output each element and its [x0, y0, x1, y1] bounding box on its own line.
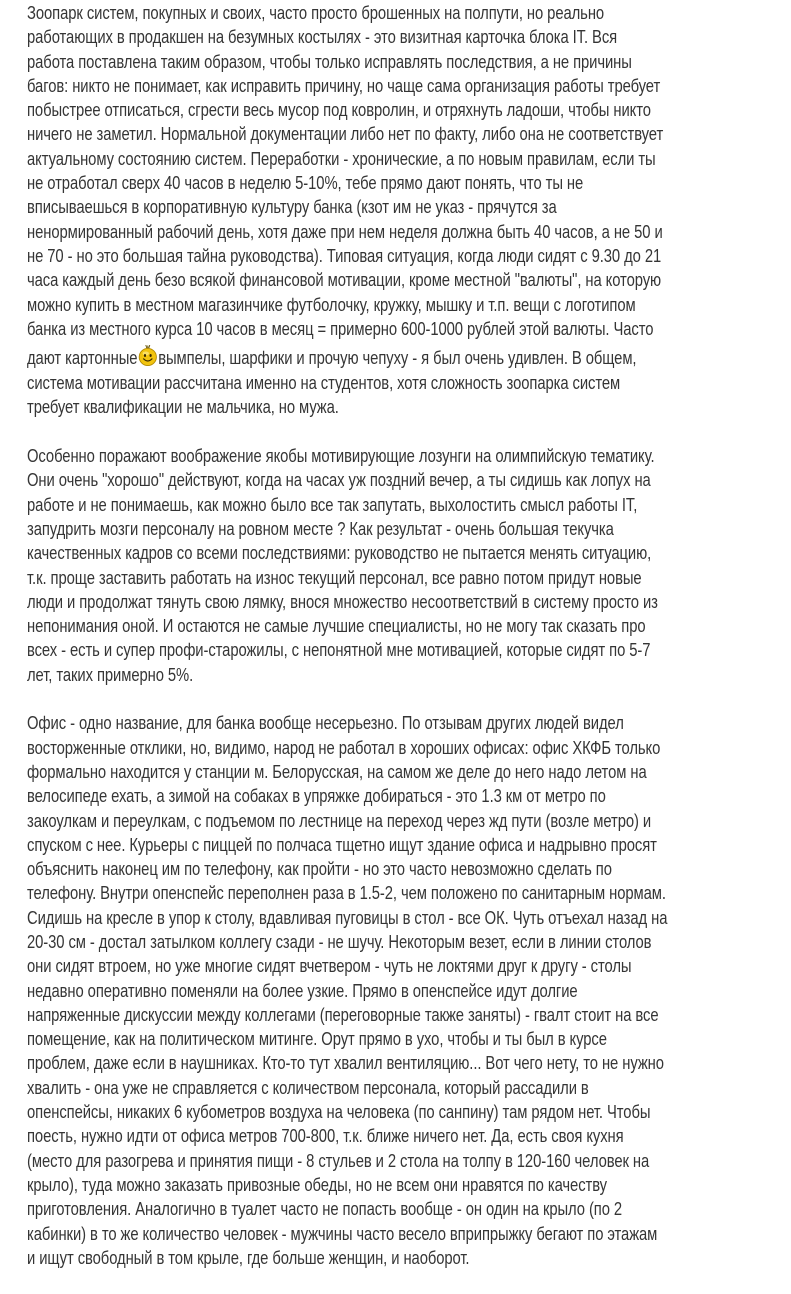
text-line: люди и продолжат тянуть свою лямку, внося множество несоответствий в систему просто из: [27, 590, 658, 612]
text-line: спуском с нее. Курьеры с пиццей по полчаса тщетно ищут здание офиса и надрывно просят: [27, 833, 657, 855]
text-line: напряженные дискуссии между коллегами (переговорные также заняты) - гвалт стоит на все: [27, 1003, 659, 1025]
text-line: актуальному состоянию систем. Переработки - хронические, а по новым правилам, если ты: [27, 147, 656, 169]
text-line: закоулкам и переулкам, с подъемом по лестнице на переход через жд пути (возле метро) и: [27, 809, 652, 831]
text-line: вписываешься в корпоративную культуру банка (кзот им не указ - прячутся за: [27, 196, 557, 218]
text-line: они сидят втроем, но уже многие сидят вчетвером - чуть не локтями друг к другу - столы: [27, 955, 632, 977]
text-line: и ищут свободный в том крыле, где больше женщин, и наоборот.: [27, 1246, 470, 1268]
text-line: Зоопарк систем, покупных и своих, часто просто брошенных на полпути, но реально: [27, 2, 605, 23]
text-line: не отработал сверх 40 часов в неделю 5-10%, тебе прямо дают понять, что ты не: [27, 172, 584, 194]
text-line: крыло), туда можно заказать привозные обеды, но не всем они нравятся по качеству: [27, 1173, 607, 1195]
text-line: Особенно поражают воображение якобы мотивирующие лозунги на олимпийскую тематику.: [27, 445, 655, 467]
text-line: восторженные отклики, но, видимо, народ не работал в хороших офисах: офис ХКФБ только: [27, 736, 661, 758]
text-line: багов: никто не понимает, как исправить причину, но чаще сама организация работы требует: [27, 74, 661, 96]
text-fragment: вымпелы, шарфики и прочую чепуху - я был очень удивлен. В общем,: [158, 347, 637, 369]
text-line: 20-30 см - достал затылком коллегу сзади - не шучу. Некоторым везет, если в линии столов: [27, 930, 652, 952]
text-line: работающих в продакшен на безумных костылях - это визитная карточка блока IT. Вся: [27, 26, 618, 48]
text-line: система мотивации рассчитана именно на студентов, хотя сложность зоопарка систем: [27, 372, 621, 394]
text-line: недавно оперативно поменяли на более узкие. Прямо в опенспейсе идут долгие: [27, 979, 578, 1001]
text-line: требует квалификации не мальчика, но мужа.: [27, 396, 339, 418]
text-line: объяснить наконец им по телефону, как пройти - но это часто невозможно сделать по: [27, 858, 612, 880]
paragraph-office: [27, 711, 787, 1270]
text-line: ненормированный рабочий день, хотя даже при нем неделя должна быть 40 часов, а не 50 и: [27, 220, 663, 242]
smiley-emoticon-icon: [138, 347, 158, 367]
text-line: Офис - одно название, для банка вообще несерьезно. По отзывам других людей видел: [27, 712, 624, 734]
text-line: формально находится у станции м. Белорусская, на самом же деле до него надо летом на: [27, 760, 647, 782]
text-line: качественных кадров со всеми последствиями: руководство не пытается менять ситуацию,: [27, 542, 652, 564]
text-line: лет, таких примерно 5%.: [27, 663, 194, 685]
text-line: работе и не понимаешь, как можно было все так запутать, выхолостить смысл работы IT,: [27, 493, 638, 515]
text-line: т.к. проще заставить работать на износ текущий персонал, все равно потом придут новые: [27, 566, 642, 588]
text-line: хвалить - она уже не справляется с количеством персонала, который рассадили в: [27, 1076, 589, 1098]
text-line: банка из местного курса 10 часов в месяц = примерно 600-1000 рублей этой валюты. Часто: [27, 317, 654, 339]
text-line: запудрить мозги персоналу на ровном месте ? Как результат - очень большая текучка: [27, 517, 614, 539]
text-line: приготовления. Аналогично в туалет часто не попасть вообще - он один на крыло (по 2: [27, 1198, 623, 1220]
text-line: велосипеде ехать, а зимой на собаках в упряжке добираться - это 1.3 км от метро по: [27, 785, 606, 807]
paragraph-it-systems: [27, 1, 787, 420]
text-line: часа каждый день безо всякой финансовой мотивации, кроме местной "валюты", на которую: [27, 269, 662, 291]
text-line: Они очень "хорошо" действуют, когда на часах уж поздний вечер, а ты сидишь как лопух на: [27, 469, 651, 491]
text-line: поесть, нужно идти от офиса метров 700-800, т.к. ближе ничего нет. Да, есть своя кухня: [27, 1125, 624, 1147]
paragraph-motivation-slogans: [27, 444, 787, 687]
text-line: можно купить в местном магазинчике футболочку, кружку, мышку и т.п. вещи с логотипом: [27, 293, 636, 315]
text-line: ничего не заметил. Нормальной документации либо нет по факту, либо она не соответствует: [27, 123, 664, 145]
text-line: работа поставлена таким образом, чтобы только исправлять последствия, а не причины: [27, 50, 632, 72]
text-line: телефону. Внутри опенспейс переполнен раза в 1.5-2, чем положено по санитарным нормам.: [27, 882, 666, 904]
text-line: побыстрее отписаться, сгрести весь мусор под ковролин, и отряхнуть ладоши, чтобы никто: [27, 99, 651, 121]
text-line-with-emoticon: [27, 341, 635, 371]
text-fragment: дают картонные: [27, 347, 138, 369]
text-line: Сидишь на кресле в упор к столу, вдавливая пуговицы в стол - все ОК. Чуть отъехал назад на: [27, 906, 668, 928]
text-line: (место для разогрева и принятия пищи - 8 стульев и 2 стола на толпу в 120-160 человек на: [27, 1149, 650, 1171]
text-line: проблем, даже если в наушниках. Кто-то тут хвалил вентиляцию... Вот чего нету, то не нужно: [27, 1052, 664, 1074]
text-line: непонимания оной. И остаются не самые лучшие специалисты, но не могу так сказать про: [27, 615, 646, 637]
text-line: не 70 - но это большая тайна руководства). Типовая ситуация, когда люди сидят с 9.30 до 21: [27, 244, 662, 266]
text-line: опенспейсы, никаких 6 кубометров воздуха на человека (по санпину) там рядом нет. Чтобы: [27, 1101, 651, 1123]
review-text: [27, 1, 787, 1294]
text-line: помещение, как на политическом митинге. Орут прямо в ухо, чтобы и ты был в курсе: [27, 1028, 607, 1050]
text-line: всех - есть и супер профи-старожилы, с непонятной мне мотивацией, которые сидят по 5-7: [27, 639, 651, 661]
text-line: кабинки) в то же количество человек - мужчины часто весело вприпрыжку бегают по этажам: [27, 1222, 658, 1244]
